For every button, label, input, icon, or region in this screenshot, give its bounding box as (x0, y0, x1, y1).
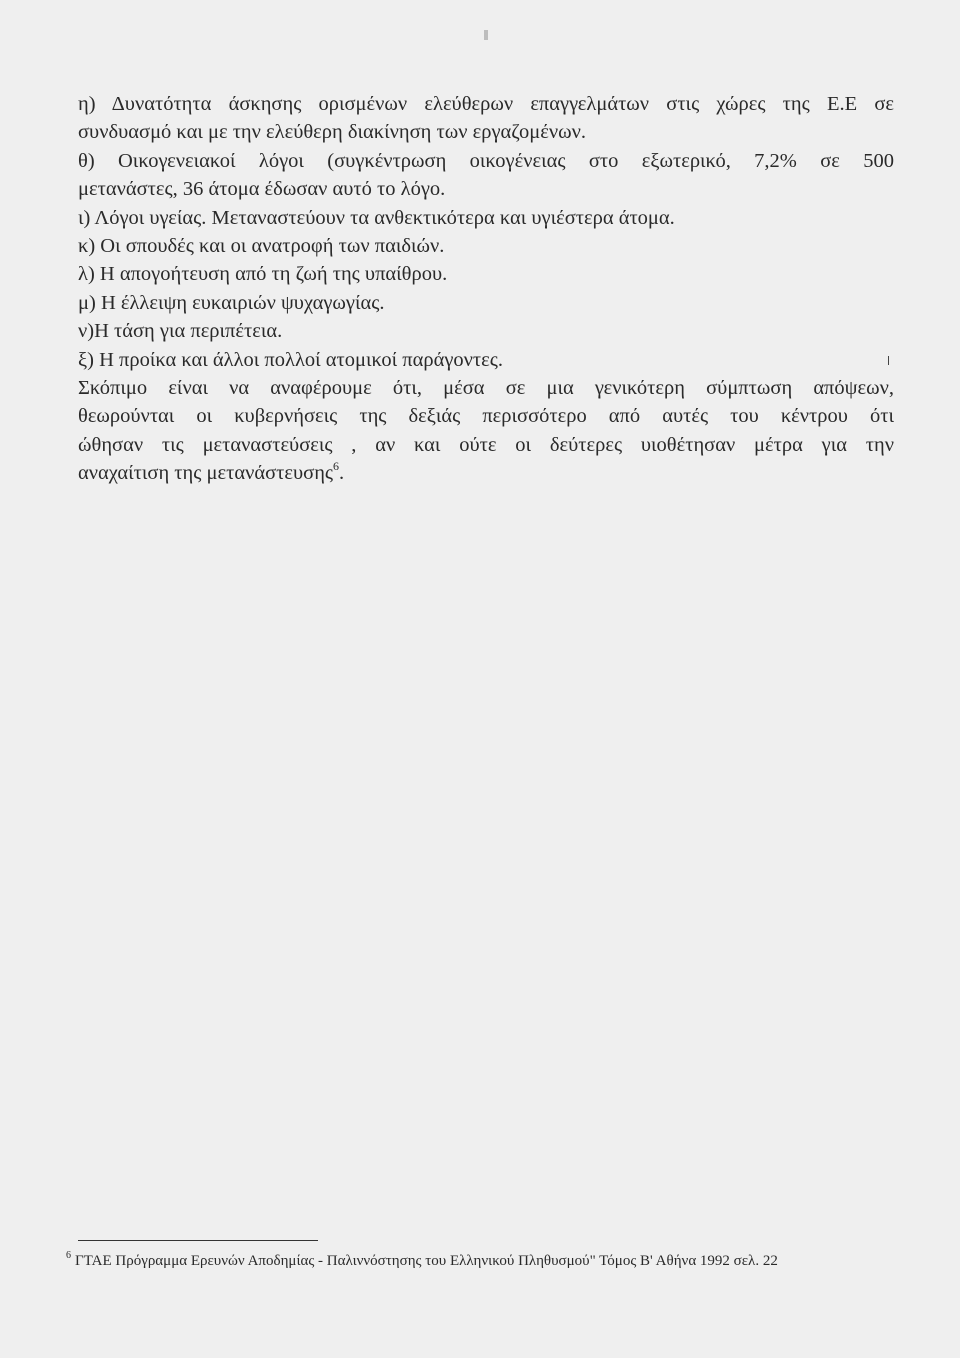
text-line: Σκόπιμο είναι να αναφέρουμε ότι, μέσα σε μια γενικότερη σύμπτωση απόψεων, (78, 376, 894, 399)
text-line-last-period: . (339, 462, 345, 485)
scan-mark (888, 356, 889, 365)
text-line: ώθησαν τις μεταναστεύσεις , αν και ούτε οι δεύτερες υιοθέτησαν μέτρα για την (78, 433, 894, 456)
text-line-last (78, 459, 894, 487)
text-line: ξ) Η προίκα και άλλοι πολλοί ατομικοί παράγοντες. (78, 348, 504, 371)
footnote (66, 1250, 906, 1272)
text-line: θ) Οικογενειακοί λόγοι (συγκέντρωση οικογένειας στο εξωτερικό, 7,2% σε 500 (78, 149, 894, 172)
text-line: θεωρούνται οι κυβερνήσεις της δεξιάς περισσότερο από αυτές του κέντρου ότι (78, 405, 894, 428)
footnote-text: ΓΤΑΕ Πρόγραμμα Ερευνών Αποδημίας - Παλιννόστησης του Ελληνικού Πληθυσμού" Τόμος Β' Αθήνα 1992 σελ. 22 (75, 1253, 778, 1269)
text-line: κ) Οι σπουδές και οι ανατροφή των παιδιών. (78, 234, 445, 257)
footnote-divider (78, 1240, 318, 1241)
footnote-reference[interactable]: 6 (333, 459, 340, 474)
text-line: μετανάστες, 36 άτομα έδωσαν αυτό το λόγο. (78, 178, 446, 201)
text-line: η) Δυνατότητα άσκησης ορισμένων ελεύθερων επαγγελμάτων στις χώρες της Ε.Ε σε (78, 93, 894, 115)
text-line: συνδυασμό και με την ελεύθερη διακίνηση των εργαζομένων. (78, 121, 586, 144)
footnote-number: 6 (66, 1250, 71, 1261)
text-line: μ) Η έλλειψη ευκαιριών ψυχαγωγίας. (78, 291, 385, 314)
text-line: λ) Η απογοήτευση από τη ζωή της υπαίθρου. (78, 263, 448, 286)
text-line: ν)Η τάση για περιπέτεια. (78, 320, 283, 343)
scan-mark (484, 30, 488, 40)
text-line-last-content: αναχαίτιση της μετανάστευσης (78, 462, 334, 485)
text-line: ι) Λόγοι υγείας. Μεταναστεύουν τα ανθεκτικότερα και υγιέστερα άτομα. (78, 206, 675, 229)
body-text (78, 90, 894, 487)
